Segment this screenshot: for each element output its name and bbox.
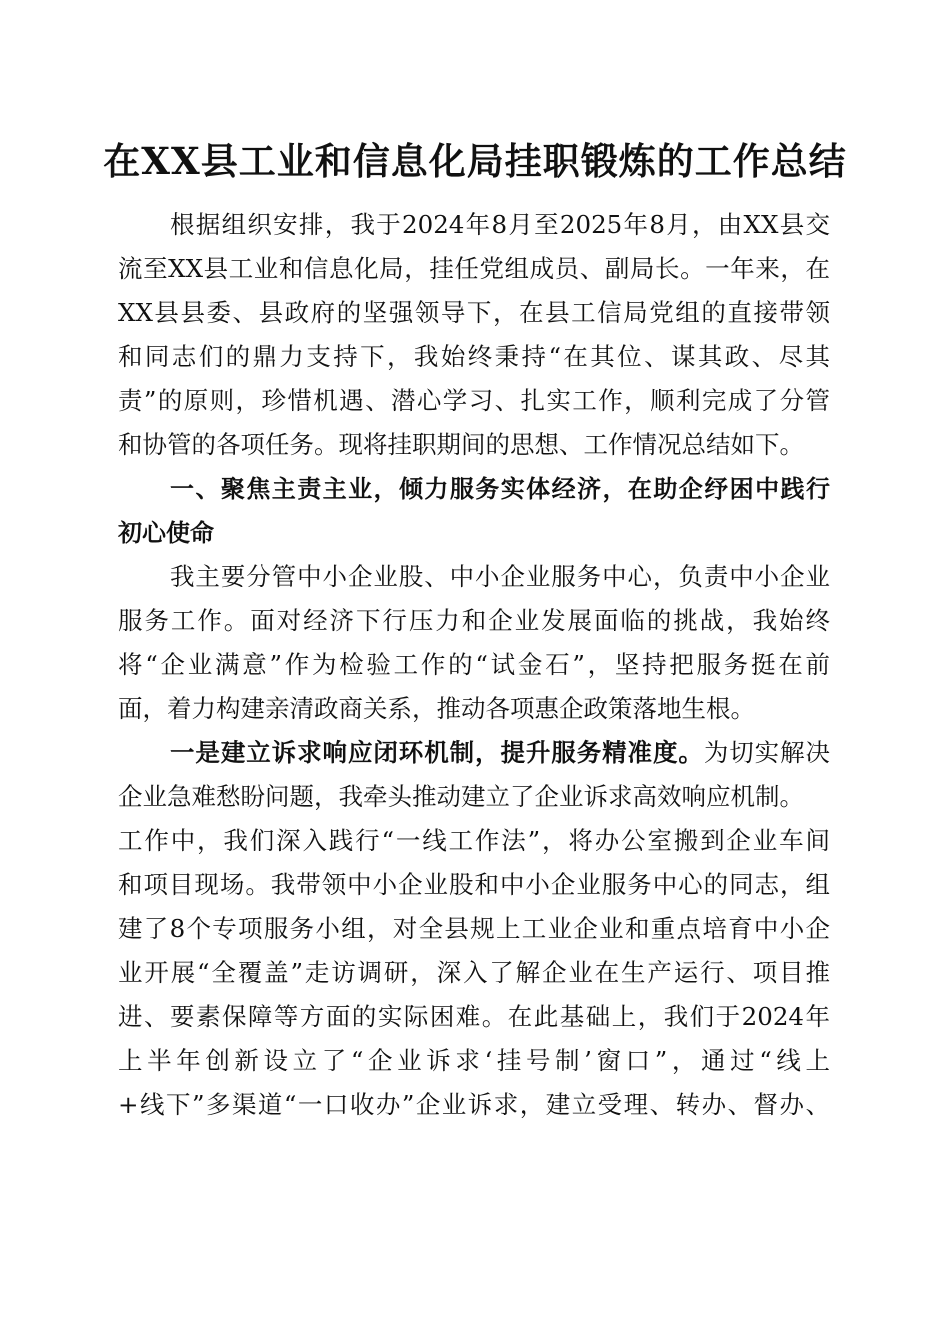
paragraph-line: 和同志们的鼎力支持下，我始终秉持“在其位、谋其政、尽其: [118, 342, 830, 371]
paragraph-line: 上半年创新设立了“企业诉求‘挂号制’窗口”，通过“线上: [118, 1046, 830, 1075]
paragraph-line: 进、要素保障等方面的实际困难。在此基础上，我们于2024年: [118, 1002, 830, 1031]
paragraph-line: 我主要分管中小企业股、中小企业服务中心，负责中小企业: [170, 562, 830, 591]
paragraph-line: 服务工作。面对经济下行压力和企业发展面临的挑战，我始终: [118, 606, 830, 635]
paragraph-line: 工作中，我们深入践行“一线工作法”，将办公室搬到企业车间: [118, 826, 830, 855]
paragraph-line: +线下”多渠道“一口收办”企业诉求，建立受理、转办、督办、: [118, 1090, 830, 1119]
paragraph-line: 面，着力构建亲清政商关系，推动各项惠企政策落地生根。: [118, 694, 755, 723]
paragraph-line: 将“企业满意”作为检验工作的“试金石”，坚持把服务挺在前: [118, 650, 830, 679]
document-title: 在XX县工业和信息化局挂职锻炼的工作总结: [103, 139, 847, 183]
paragraph-line: 和协管的各项任务。现将挂职期间的思想、工作情况总结如下。: [118, 430, 804, 459]
paragraph-line: 企业急难愁盼问题，我牵头推动建立了企业诉求高效响应机制。: [118, 782, 804, 811]
paragraph-line: 业开展“全覆盖”走访调研，深入了解企业在生产运行、项目推: [118, 958, 830, 987]
paragraph-line: 建了8个专项服务小组，对全县规上工业企业和重点培育中小企: [118, 914, 830, 943]
paragraph-line: 和项目现场。我带领中小企业股和中小企业服务中心的同志，组: [118, 870, 830, 899]
paragraph-line-with-lead: [118, 731, 830, 775]
document-body: [118, 203, 830, 1127]
paragraph-lead-text: 一是建立诉求响应闭环机制，提升服务精准度。: [170, 738, 704, 767]
paragraph-line: 流至XX县工业和信息化局，挂任党组成员、副局长。一年来，在: [118, 254, 830, 283]
paragraph-line: XX县县委、县政府的坚强领导下，在县工信局党组的直接带领: [118, 298, 830, 327]
section-heading-line: 初心使命: [118, 519, 214, 547]
paragraph-line: 责”的原则，珍惜机遇、潜心学习、扎实工作，顺利完成了分管: [118, 386, 830, 415]
paragraph-line: 根据组织安排，我于2024年8月至2025年8月，由XX县交: [170, 210, 830, 239]
section-heading-line: 一、聚焦主责主业，倾力服务实体经济，在助企纾困中践行: [170, 475, 830, 503]
paragraph-rest-text: 为切实解决: [703, 738, 831, 767]
